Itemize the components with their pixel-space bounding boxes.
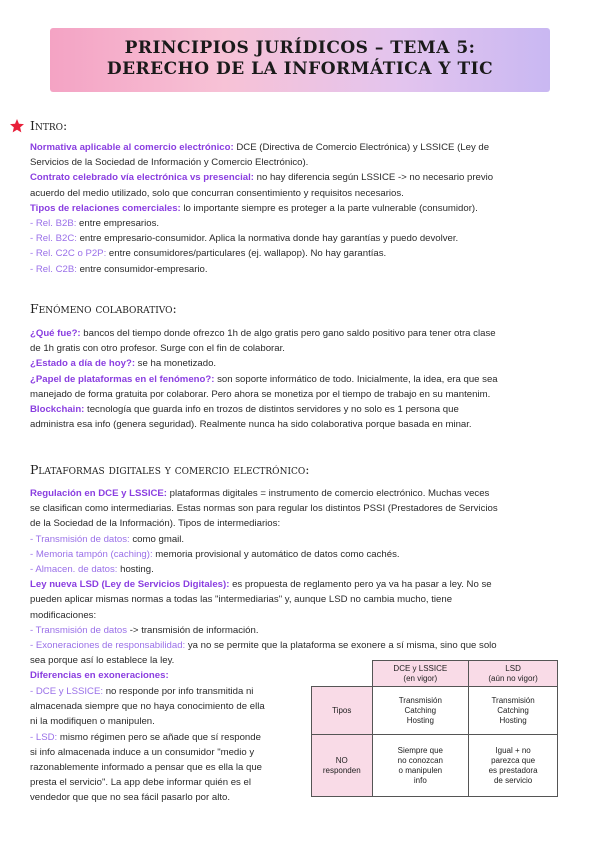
intro-line: Normativa aplicable al comercio electrónico: DCE (Directiva de Comercio Electrónica) y LSSICE (Ley de: [30, 142, 490, 153]
table-row: [312, 687, 558, 735]
list-item: - DCE y LSSICE: no responde por info transmitida ni: [30, 686, 254, 697]
star-icon: [9, 118, 25, 134]
colab-heading: Fenómeno colaborativo:: [30, 301, 177, 316]
plat-heading: Plataformas digitales y comercio electrónico:: [30, 462, 310, 477]
list-item: - Exoneraciones de responsabilidad: ya no se permite que la plataforma se exonere a sí misma, sino que solo: [30, 640, 497, 652]
list-item: - Transmisión de datos: como gmail.: [30, 533, 185, 545]
list-item: - Rel. B2C: entre empresario-consumidor. Aplica la normativa donde hay garantías y puedo devolver.: [30, 233, 459, 245]
table-row: [312, 735, 558, 797]
table-row: [312, 661, 558, 687]
list-item: - Rel. B2B: entre empresarios.: [30, 218, 160, 230]
intro-heading: Intro:: [30, 118, 68, 133]
table-cell: Transmisión Catching Hosting: [372, 687, 469, 735]
intro-line: Tipos de relaciones comerciales: lo importante siempre es proteger a la parte vulnerable (consumidor).: [30, 202, 478, 214]
table-cell: Igual + no parezca que es prestadora de servicio: [469, 735, 558, 797]
table-row-label: Tipos: [312, 687, 373, 735]
list-item: - Memoria tampón (caching): memoria provisional y automático de datos como cachés.: [30, 548, 400, 560]
table-cell: Transmisión Catching Hosting: [469, 687, 558, 735]
colab-section: ¿Qué fue?: bancos del tiempo donde ofrezco 1h de algo gratis pero gano saldo positivo para tener otra clase de 1h gratis con otro profesor. Surge con el fin de colaborar. ¿Estado a día de hoy?: se ha monetizado. ¿Papel de plataformas en el fenómeno?: son soporte informático de todo. Inicialmente, la idea, era que sea manejado de forma gratuita por colaborar. Pero ahora se monetiza por el tiempo de trabajo en su mantenim. Blockchain: tecnología que guarda info en trozos de distintos servidores y no solo es 1 persona que administra esa info (genera seguridad). Realmente nunca ha sido colaborativa porque basada en minar.: [30, 328, 498, 431]
list-item: - Almacen. de datos: hosting.: [30, 564, 154, 576]
intro-section: Normativa aplicable al comercio electrónico: DCE (Directiva de Comercio Electrónica) y LSSICE (Ley de Servicios de la Sociedad de Información y Comercio Electrónico). Contrato celebrado vía electrónica vs presencial: no hay diferencia según LSSICE -> no necesario previo acuerdo del medio utilizado, solo que concurran consentimiento y requisitos necesarios. Tipos de relaciones comerciales: lo importante siempre es proteger a la parte vulnerable (consumidor). - Rel. B2B: entre empresarios. - Rel. B2C: entre empresario-consumidor. Aplica la normativa donde hay garantías y puedo devolver. - Rel. C2C o P2P: entre consumidores/particulares (ej. wallapop). No hay garantías. - Rel. C2B: entre consumidor-empresario.: [30, 140, 550, 277]
page-title: PRINCIPIOS JURÍDICOS – TEMA 5: DERECHO DE LA INFORMÁTICA Y TIC: [106, 38, 494, 79]
table-row-label: NO responden: [312, 735, 373, 797]
list-item: - LSD: mismo régimen pero se añade que sí responde: [30, 731, 261, 743]
intro-line: Contrato celebrado vía electrónica vs presencial: no hay diferencia según LSSICE -> no necesario previo: [30, 172, 494, 184]
list-item: - Rel. C2B: entre consumidor-empresario.: [30, 263, 208, 275]
list-item: - Rel. C2C o P2P: entre consumidores/particulares (ej. wallapop). No hay garantías.: [30, 248, 387, 260]
table-header-dce: DCE y LSSICE (en vigor): [372, 661, 469, 687]
table-header-lsd: LSD (aún no vigor): [469, 661, 558, 687]
list-item: - Transmisión de datos -> transmisión de información.: [30, 624, 259, 636]
table-corner: [312, 661, 373, 687]
differences-text: - DCE y LSSICE: no responde por info transmitida ni almacenada siempre que no haya conocimiento de ella ni la modifiquen o manipulen. - LSD: mismo régimen pero se añade que sí responde si info almacenada induce a un consumidor "medio y razonablemente informado a pensar que es ella la que presta el servicio". La app debe informar quién es el vendedor que que no sea fácil pasarlo por alto.: [30, 684, 300, 806]
table-cell: Siempre que no conozcan o manipulen info: [372, 735, 469, 797]
plat-section: Regulación en DCE y LSSICE: plataformas digitales = instrumento de comercio electrónico. Muchas veces se clasifican como intermediarias. Estas normas son para regular los distintos PSSI (Prestadores de Servicios de la Sociedad de la Información). Tipos de intermediarios: - Transmisión de datos: como gmail. - Memoria tampón (caching): memoria provisional y automático de datos como cachés. - Almacen. de datos: hosting. Ley nueva LSD (Ley de Servicios Digitales): es propuesta de reglamento pero ya va ha pasar a ley. No se pueden aplicar mismas normas a todas las "intermediarias" y, aunque LSD no cambia mucho, tiene modificaciones: - Transmisión de datos -> transmisión de información. - Exoneraciones de responsabilidad: ya no se permite que la plataforma se exonere a sí misma, sino que solo sea porque así lo establece la ley. Diferencias en exoneraciones:: [30, 486, 550, 684]
comparison-table: [311, 660, 558, 797]
